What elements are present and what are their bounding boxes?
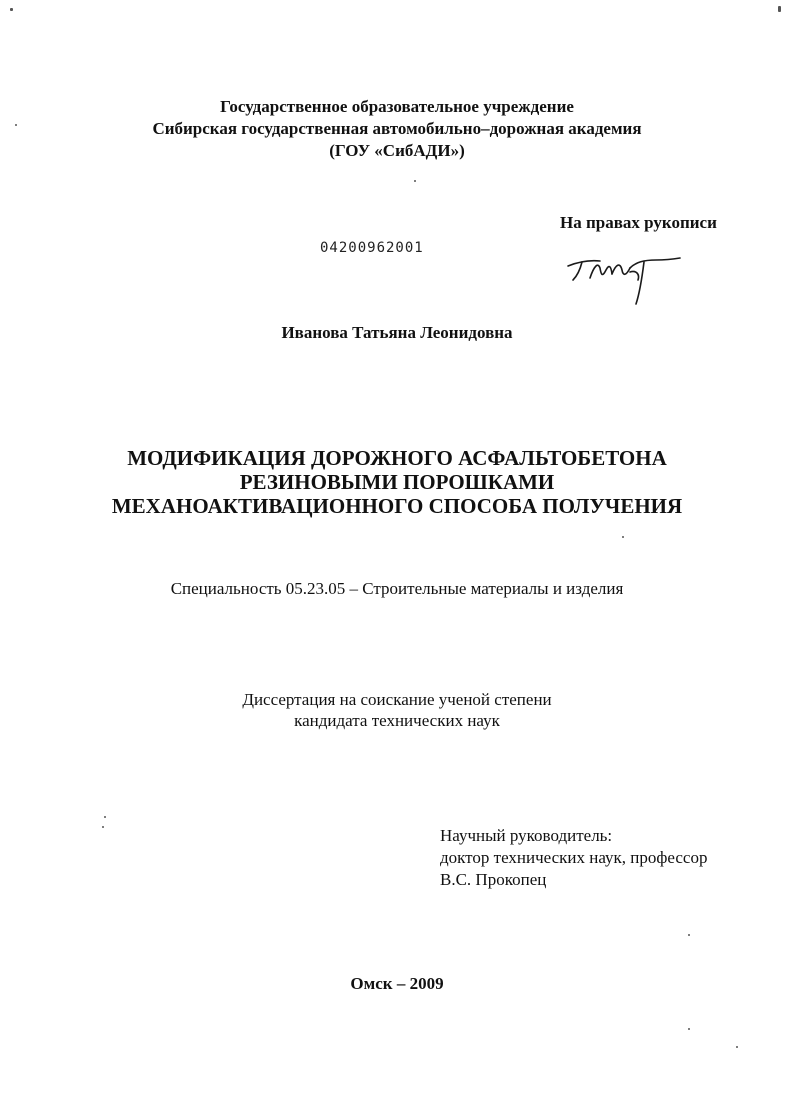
supervisor-degree: доктор технических наук, профессор <box>440 848 708 867</box>
scan-speck <box>15 124 17 126</box>
supervisor-name: В.С. Прокопец <box>440 870 547 889</box>
scan-speck <box>688 1028 690 1030</box>
institution-line-2: Сибирская государственная автомобильно–дорожная академия <box>152 119 642 138</box>
author-name: Иванова Татьяна Леонидовна <box>281 323 513 342</box>
manuscript-rights-note: На правах рукописи <box>560 213 717 232</box>
institution-line-3: (ГОУ «СибАДИ») <box>329 141 465 160</box>
title-line-2: РЕЗИНОВЫМИ ПОРОШКАМИ <box>239 470 555 494</box>
scan-speck <box>778 6 781 12</box>
scan-speck <box>104 816 106 818</box>
title-line-3: МЕХАНОАКТИВАЦИОННОГО СПОСОБА ПОЛУЧЕНИЯ <box>111 494 683 518</box>
scan-speck <box>414 180 416 182</box>
scan-speck <box>102 826 104 828</box>
signature-icon <box>560 248 685 308</box>
scan-speck <box>736 1046 738 1048</box>
title-line-1: МОДИФИКАЦИЯ ДОРОЖНОГО АСФАЛЬТОБЕТОНА <box>127 446 667 470</box>
supervisor-block <box>440 825 707 891</box>
thesis-degree-line-2: кандидата технических наук <box>294 711 500 730</box>
specialty-line: Специальность 05.23.05 – Строительные материалы и изделия <box>170 579 624 598</box>
document-code: 04200962001 <box>320 240 424 256</box>
scan-speck <box>688 934 690 936</box>
scan-speck <box>622 536 624 538</box>
supervisor-label: Научный руководитель: <box>440 826 613 845</box>
institution-line-1: Государственное образовательное учреждение <box>220 97 574 116</box>
thesis-degree-line-1: Диссертация на соискание ученой степени <box>242 690 552 709</box>
scan-speck <box>10 8 13 11</box>
city-year: Омск – 2009 <box>350 974 444 993</box>
